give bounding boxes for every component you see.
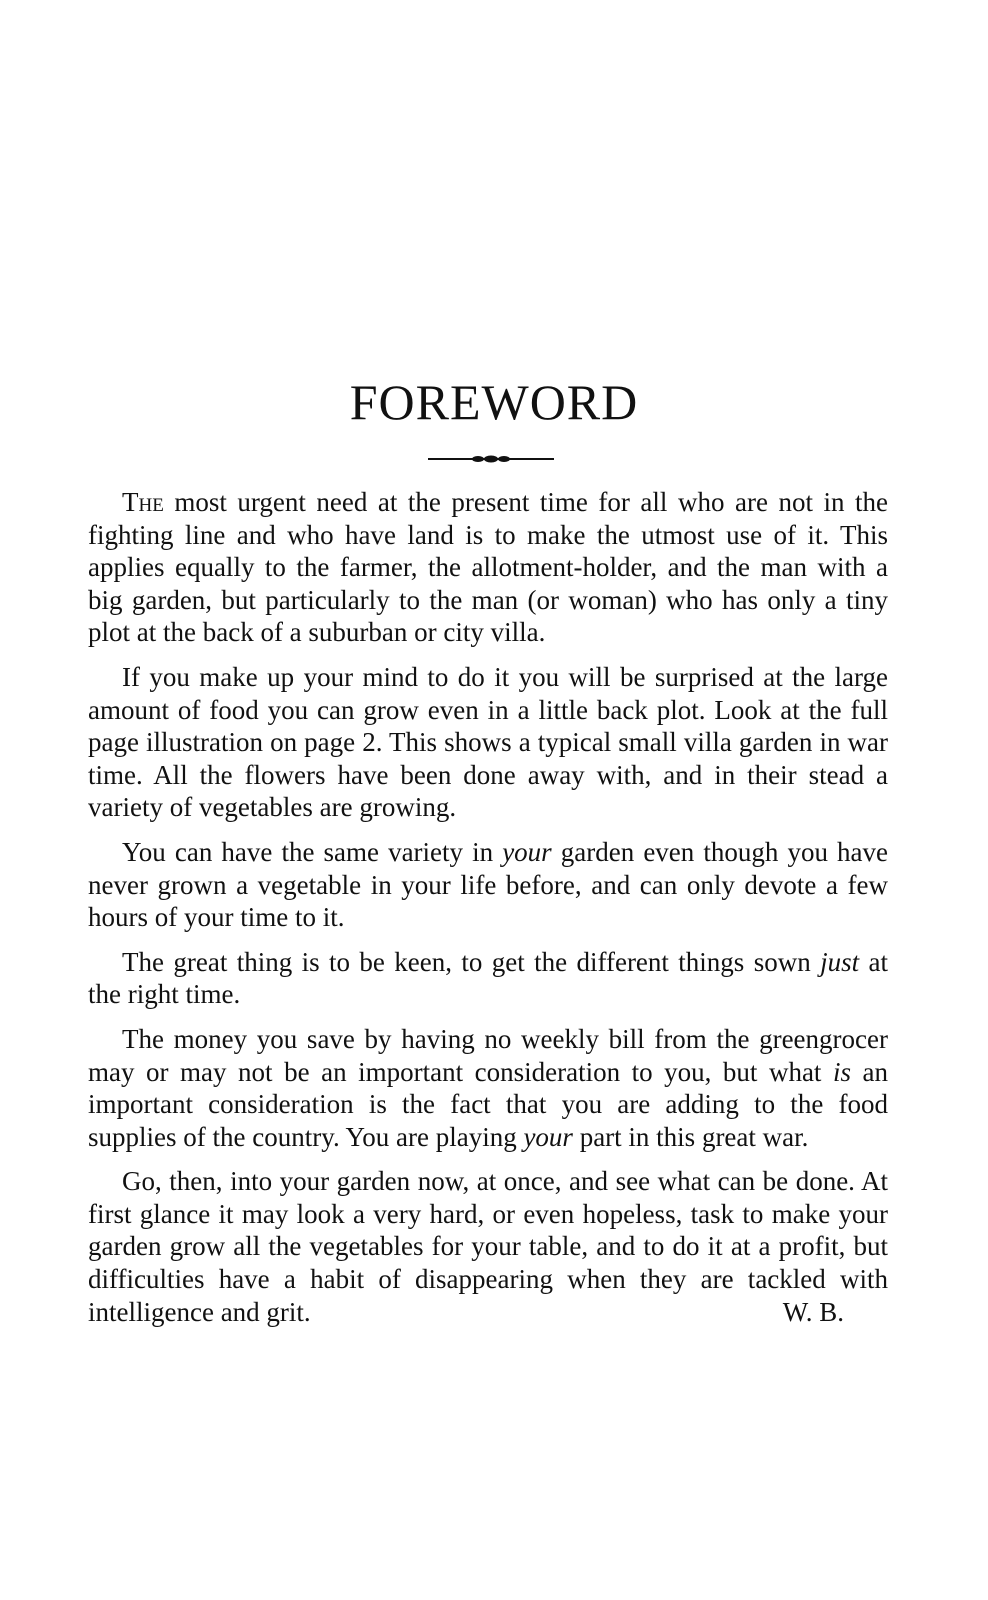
paragraph (88, 946, 888, 1011)
foreword-body (88, 486, 888, 1340)
paragraph-text: Go, then, into your garden now, at once, and see what can be done. At first glance it may look a very hard, or even hopeless, task to make your garden grow all the vegetables for your table, and to do it at a profit, but difficulties have a habit of disappearing when they are tackled with intelligence and grit. (88, 1166, 888, 1327)
emphasis-text: just (820, 946, 860, 977)
paragraph (88, 1165, 888, 1328)
signature: W. B. (782, 1296, 844, 1327)
paragraph-text: If you make up your mind to do it you will be surprised at the large amount of food you can grow even in a little back plot. Look at the full page illustration on page 2. This shows a typical small villa garden in war time. All the flowers have been done away with, and in their stead a variety of vegetables are growing. (88, 661, 888, 823)
paragraph-text: an important consideration is the fact that you are adding to the food supplies of the country. You are playing (88, 1056, 888, 1152)
paragraph (88, 486, 888, 649)
paragraph-text: The (122, 487, 164, 517)
paragraph-text: most urgent need at the present time for all who are not in the fighting line and who have land is to make the utmost use of it. This applies equally to the farmer, the allotment-holder, and the man with a big garden, but particularly to the man (or woman) who has only a tiny plot at the back of a suburban or city villa. (88, 487, 888, 648)
paragraph-text: part in this great war. (572, 1121, 809, 1152)
emphasis-text: is (832, 1056, 851, 1087)
paragraph-text: You can have the same variety in (122, 836, 503, 867)
emphasis-text: your (502, 836, 552, 867)
page-title: FOREWORD (349, 374, 639, 430)
paragraph-text: at the right time. (88, 946, 888, 1010)
paragraph (88, 836, 888, 934)
paragraph-text: The great thing is to be keen, to get the different things sown (122, 946, 821, 977)
title-ornament-divider (428, 454, 554, 464)
paragraph (88, 661, 888, 824)
paragraph-text: The money you save by having no weekly bill from the greengrocer may or may not be an important consideration to you, but what (88, 1023, 888, 1087)
paragraph-text: garden even though you have never grown a vegetable in your life before, and can only devote a few hours of your time to it. (88, 836, 888, 933)
paragraph (88, 1023, 888, 1153)
emphasis-text: your (523, 1121, 573, 1152)
